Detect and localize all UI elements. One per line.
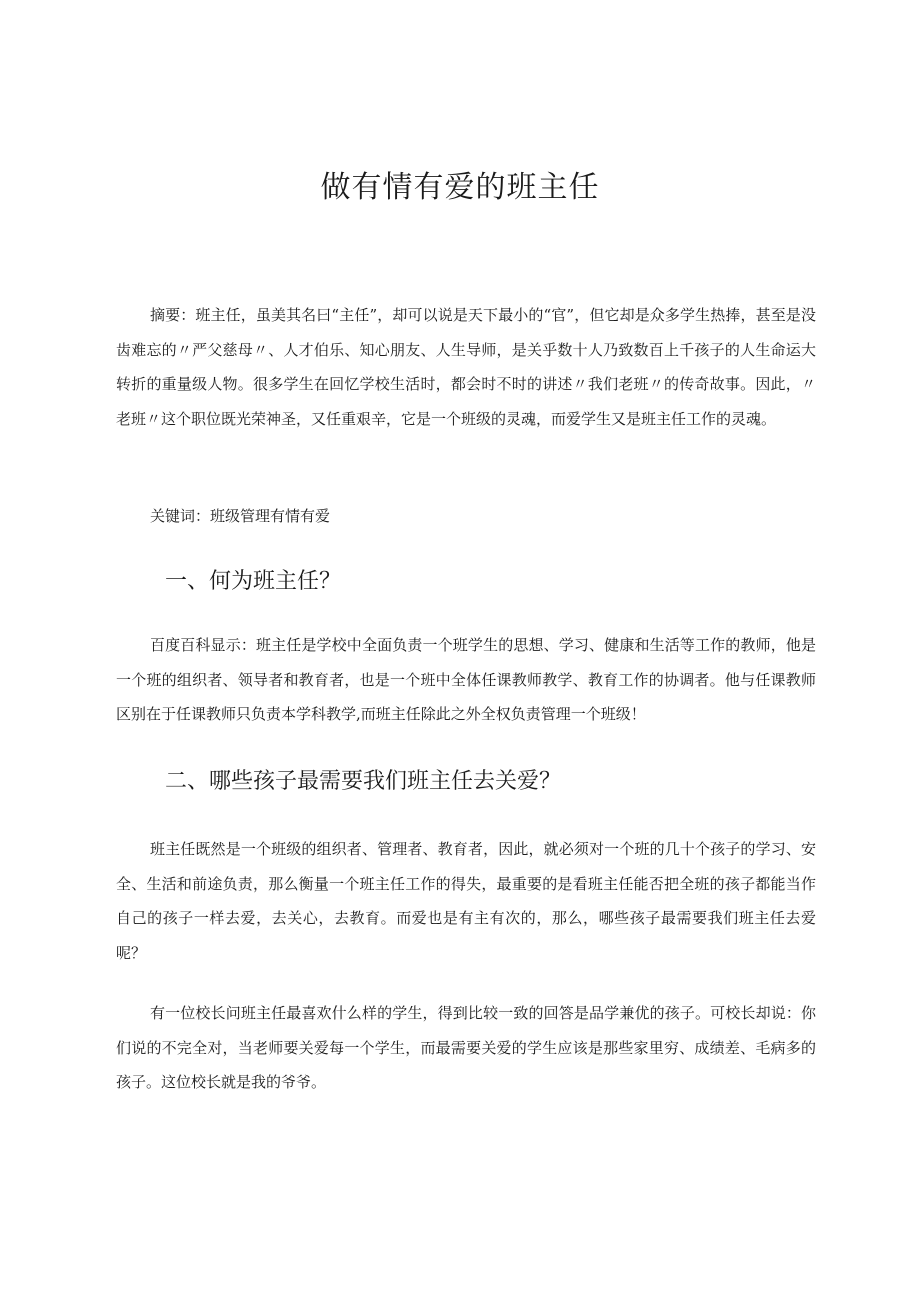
keywords-line: 关键词：班级管理有情有爱 <box>150 507 331 525</box>
document-title: 做有情有爱的班主任 <box>320 170 600 205</box>
section-2-paragraph-1: 班主任既然是一个班级的组织者、管理者、教育者，因此，就必须对一个班的几十个孩子的学习、安全、生活和前途负责，那么衡量一个班主任工作的得失，最重要的是看班主任能否把全班的孩子都能当作自己的孩子一样去爱，去关心，去教育。而爱也是有主有次的，那么，哪些孩子最需要我们班主任去爱呢？ <box>116 840 816 962</box>
abstract-paragraph: 摘要：班主任，虽美其名曰“主任”，却可以说是天下最小的“官”，但它却是众多学生热捧，甚至是没齿难忘的〃严父慈母〃、人才伯乐、知心朋友、人生导师，是关乎数十人乃致数百上千孩子的人生命运大转折的重量级人物。很多学生在回忆学校生活时，都会时不时的讲述〃我们老班〃的传奇故事。因此，〃老班〃这个职位既光荣神圣，又任重艰辛，它是一个班级的灵魂，而爱学生又是班主任工作的灵魂。 <box>116 306 816 428</box>
section-heading-1: 一、何为班主任？ <box>165 569 342 594</box>
section-1-paragraph-1: 百度百科显示：班主任是学校中全面负责一个班学生的思想、学习、健康和生活等工作的教师，他是一个班的组织者、领导者和教育者，也是一个班中全体任课教师教学、教育工作的协调者。他与任课教师区别在于任课教师只负责本学科教学,而班主任除此之外全权负责管理一个班级！ <box>116 636 816 723</box>
section-heading-2: 二、哪些孩子最需要我们班主任去关爱？ <box>165 769 562 794</box>
section-2-paragraph-2: 有一位校长问班主任最喜欢什么样的学生，得到比较一致的回答是品学兼优的孩子。可校长却说：你们说的不完全对，当老师要关爱每一个学生，而最需要关爱的学生应该是那些家里穷、成绩差、毛病多的孩子。这位校长就是我的爷爷。 <box>116 1004 816 1091</box>
